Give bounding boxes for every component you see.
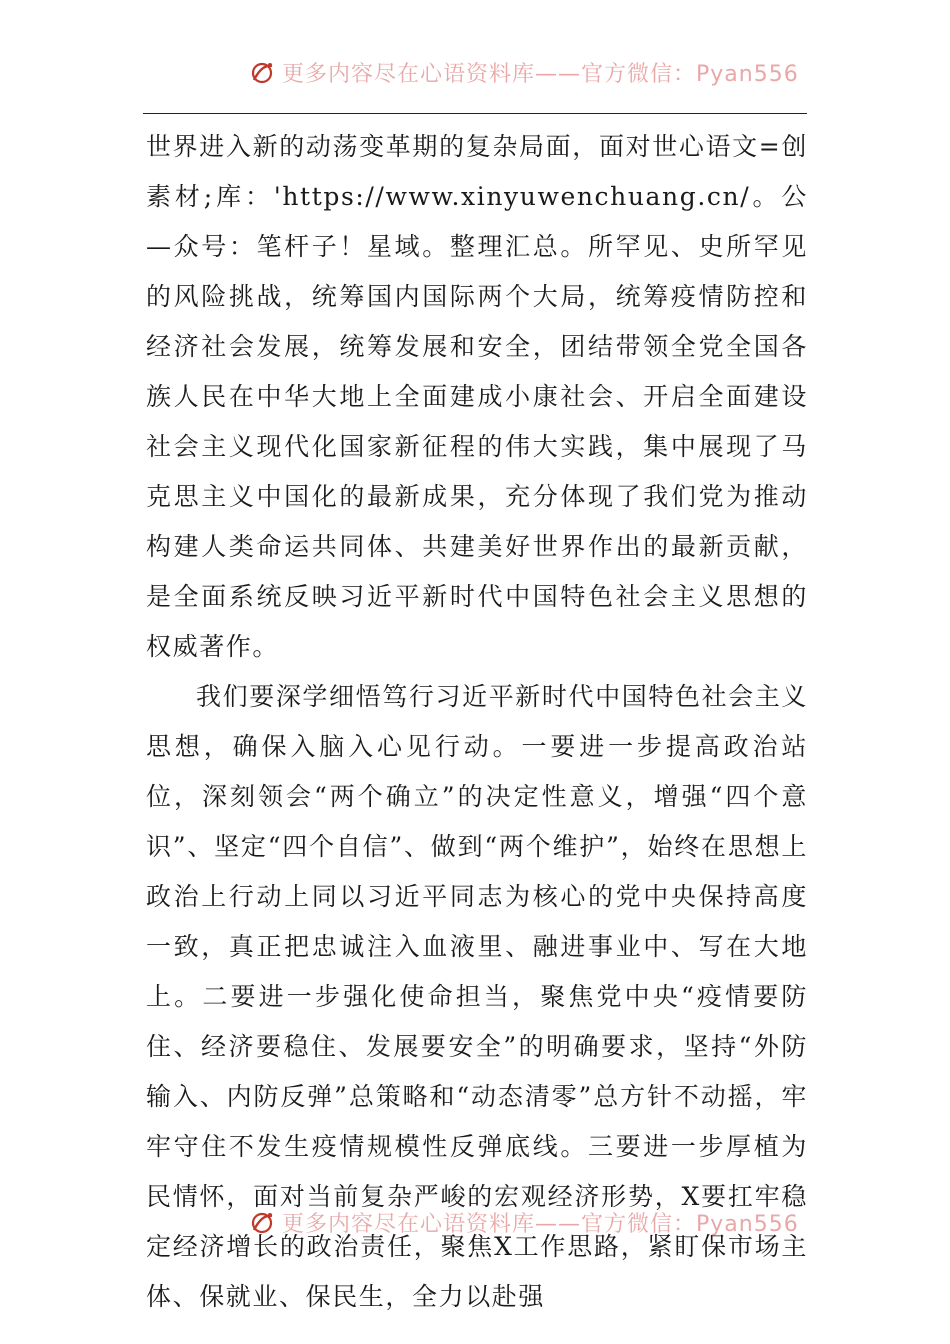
footer-watermark-text: 更多内容尽在心语资料库——官方微信：Pyan556 — [282, 1211, 799, 1237]
logo-icon — [248, 58, 276, 86]
header-watermark — [248, 55, 799, 89]
header-watermark-text: 更多内容尽在心语资料库——官方微信：Pyan556 — [282, 61, 799, 87]
logo-icon — [248, 1208, 276, 1236]
paragraph-1: 世界进入新的动荡变革期的复杂局面，面对世心语文=创素材;库：'https://www.xinyuwenchuang.cn/。公—众号：笔杆子！星域。整理汇总。所罕见、史所罕见的风险挑战，统筹国内国际两个大局，统筹疫情防控和经济社会发展，统筹发展和安全，团结带领全党全国各族人民在中华大地上全面建成小康社会、开启全面建设社会主义现代化国家新征程的伟大实践，集中展现了马克思主义中国化的最新成果，充分体现了我们党为推动构建人类命运共同体、共建美好世界作出的最新贡献，是全面系统反映习近平新时代中国特色社会主义思想的权威著作。 — [146, 132, 808, 661]
footer-watermark — [248, 1205, 799, 1239]
header-divider — [143, 113, 807, 114]
paragraph-2: 我们要深学细悟笃行习近平新时代中国特色社会主义思想，确保入脑入心见行动。一要进一步提高政治站位，深刻领会“两个确立”的决定性意义，增强“四个意识”、坚定“四个自信”、做到“两个维护”，始终在思想上政治上行动上同以习近平同志为核心的党中央保持高度一致，真正把忠诚注入血液里、融进事业中、写在大地上。二要进一步强化使命担当，聚焦党中央“疫情要防住、经济要稳住、发展要安全”的明确要求，坚持“外防输入、内防反弹”总策略和“动态清零”总方针不动摇，牢牢守住不发生疫情规模性反弹底线。三要进一步厚植为民情怀，面对当前复杂严峻的宏观经济形势，X要扛牢稳定经济增长的政治责任，聚焦X工作思路，紧盯保市场主体、保就业、保民生，全力以赴强 — [146, 682, 808, 1311]
document-body — [146, 122, 808, 1322]
